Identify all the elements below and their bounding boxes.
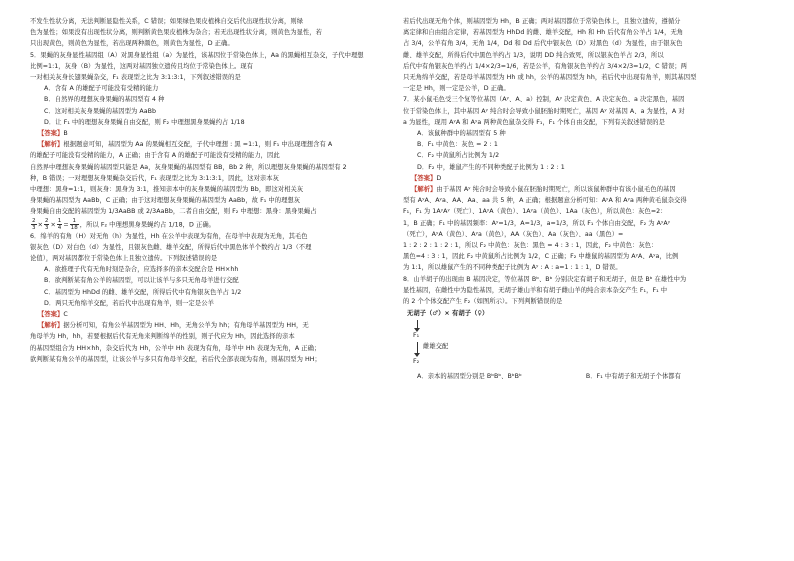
diagram-parents: 无胡子（♂）× 有胡子（♀）	[407, 310, 489, 318]
question-6-stem: 论值），两对基因都位于常染色体上且独立遗传。下列叙述错误的是	[30, 255, 218, 263]
answer-label: 【答案】	[411, 174, 437, 182]
explanation-label: 【解析】	[38, 322, 64, 330]
option-d: D．F₂ 中，雄鼠产生的不同种类配子比例为 1 : 2 : 1	[417, 163, 565, 171]
question-7-stem: 7．某小鼠毛色受三个复等位基因（Aʸ、A、a）控制，Aʸ 决定黄色、A 决定灰色、a 决定黑色，基因	[403, 96, 685, 104]
formula-line: $\frac{2}{3}$ × $\frac{2}{3}$ × $\frac{1}{4}$ = $\frac{1}{18}$ ，所以 F₂ 中理想黑身果蝇约占 1/18，D 正确。	[32, 217, 216, 231]
cross-diagram	[407, 309, 765, 369]
text-line: 只出现黄色，则黄色为显性，若出现两种颜色，则黄色为显性，D 正确。	[30, 40, 234, 48]
option-c: C．这对相关灰身果蝇的基因型为 AaBb	[44, 107, 157, 115]
question-7-stem: 位于常染色体上，其中基因 Aʸ 纯合时会导致小鼠胚胎时期死亡，基因 Aʸ 对基因 A、a 为显性，A 对	[403, 107, 685, 115]
explanation-line: 的雄配子可能没有受精的能力，A 正确；由于含有 A 的雄配子可能没有受精的能力，因此	[30, 152, 280, 160]
text-line: 一定是 Hh，则一定是公羊，D 正确。	[403, 85, 510, 93]
answer-line	[30, 128, 395, 139]
option-row	[403, 371, 765, 382]
question-8-stem: 显性基因，在雌性中为隐性基因，无胡子雄山羊和有胡子雌山羊的纯合亲本杂交产生 F₁，F₁ 中	[403, 286, 668, 294]
text-line: 后代中有角银灰色羊约占 1/4×2/3=1/6，若是公羊，有角银灰色羊约占 3/4×2/3=1/2，C 错误；两	[403, 62, 688, 70]
question-5-stem: 5．果蝇的灰身显性基因组（A）对黑身显性组（a）为显性，该基因位于常染色体上，Aa 的黑蝇相互杂交，子代中理想	[30, 51, 364, 59]
explanation-line: 种，B 错误；一对理想灰身果蝇杂交后代，F₁ 表现型之比为 3:1:3:1，因此，这对亲本灰	[30, 174, 279, 182]
option-c: C．基因型为 HhDd 的雌、雄羊交配，所得后代中有角银灰色羊占 1/2	[44, 288, 242, 296]
left-column	[30, 16, 395, 365]
text-line: 若后代出现无角个体，则基因型为 Hh，B 正确；两对基因都位于常染色体上，且独立遗传，遵循分	[403, 18, 681, 25]
question-8-stem: 的 2 个个体交配产生 F₂（如图所示）。下列判断错误的是	[403, 298, 563, 306]
fraction: $\frac{2}{3}$	[44, 217, 49, 231]
option-a: A．亲本的基因型分别是 BᵇBᵇ、BᵇBᵇ	[417, 373, 522, 381]
explanation-line: （死亡），AʸA（黄色）、Aʸa（黄色），AA（灰色）、Aa（灰色）、aa（黑色）=	[403, 230, 624, 238]
text-line: 雌、雄羊交配，所得后代中黑色羊约占 1/3，说明 DD 纯合致死，所以银灰色羊占 2/3，所以	[403, 51, 664, 59]
explanation-line: 黑色=4 : 3 : 1，因此 F₂ 中黄鼠所占比例为 1/2，C 正确；F₂ 中雄鼠的基因型为 AʸA、Aʸa，比例	[403, 253, 679, 261]
text-line: 不发生性状分离，无法判断显隐性关系，C 错误；如果绿色果皮植株自交后代出现性状分离，则绿	[30, 18, 304, 25]
explanation-line: 为 1:1，所以雄鼠产生的不同种类配子比例为 Aʸ : A : a=1 : 1 : 1，D 错误。	[403, 264, 622, 272]
option-a: A．欲推理子代有无角时刻是杂合，应选择多的亲本交配合是 HH×hh	[44, 266, 239, 274]
answer-line	[30, 309, 395, 320]
option-a: A．含有 A 的雄配子可能没有受精的能力	[44, 85, 159, 93]
option-a: A．该鼠种群中的基因型有 5 种	[417, 130, 506, 138]
explanation-line	[30, 320, 395, 331]
explanation-line: 欲判断某有角公羊的基因型，让该公羊与多只有角母羊交配，若后代全部表现为有角，则基因型为 HH；	[30, 355, 321, 363]
explanation-line: 的基因型组合为 HH×hh，杂交后代为 Hh，公羊中 Hh 表现为有角，母羊中 Hh 表现为无角，A 正确；	[30, 344, 321, 352]
explanation-text: 据分析可知，有角公羊基因型为 HH、Hh，无角公羊为 hh；有角母羊基因型为 HH，无	[63, 322, 309, 330]
explanation-line: 型有 AʸA、Aʸa、AA、Aa、aa 共 5 种，A 正确；根据题意分析可知：AʸA 和 Aʸa 两种黄毛鼠杂交得	[403, 197, 687, 205]
option-c: C．F₂ 中黄鼠所占比例为 1/2	[417, 152, 500, 160]
question-8-stem: 8．山羊胡子的出现由 B 基因决定，等位基因 Bᵇ、Bᵇ 分别决定有胡子和无胡子，但是 Bᵇ 在雄性中为	[403, 275, 687, 283]
explanation-line: 角母羊为 Hh，hh，若要根据后代有无角来判断绵羊的性别，则子代应为 Hh，因此选择的亲本	[30, 333, 295, 341]
explanation-label: 【解析】	[411, 186, 437, 194]
answer-label: 【答案】	[38, 130, 64, 138]
explanation-line	[403, 184, 765, 195]
option-b: B．F₁ 中有胡子和无胡子个体都有	[585, 373, 682, 381]
explanation-line: 身果蝇的基因型为 AaBb，C 正确；由于这对理想灰身果蝇的基因型为 AaBb，故 F₁ 中的理想灰	[30, 197, 301, 205]
option-d: D．两只无角绵羊交配，若后代中出现有角羊，则一定是公羊	[44, 299, 214, 307]
explanation-line	[30, 139, 395, 150]
explanation-text: 由于基因 Aʸ 纯合时会导致小鼠在胚胎时期死亡，所以该鼠种群中有该小鼠毛色的基因	[436, 186, 676, 194]
answer-label: 【答案】	[38, 311, 64, 319]
right-column	[403, 16, 765, 382]
question-6-stem: 6．绵羊的有角（H）对无角（h）为显性，Hh 在公羊中表现为有角，在母羊中表现为无角，其毛色	[30, 232, 308, 240]
option-d: D．让 F₁ 中的理想灰身果蝇自由交配，则 F₂ 中理想黑身果蝇约占 1/18	[44, 118, 245, 126]
question-5-stem: 一对相关灰身长翅果蝇杂交，F₁ 表现型之比为 3:1:3:1，下列叙述错误的是	[30, 74, 241, 82]
answer-value: B	[63, 130, 68, 138]
answer-value: C	[63, 311, 68, 319]
diagram-f2: F₂	[413, 358, 420, 366]
option-b: B．F₁ 中黄色：灰色 = 2 : 1	[417, 141, 498, 149]
explanation-line: 中理想：黑身=1:1，则灰身：黑身为 3:1，推知亲本中的灰身果蝇的基因型为 Bb，即这对相关灰	[30, 186, 304, 194]
fraction: $\frac{2}{3}$	[32, 217, 36, 231]
explanation-line: F₁，F₁ 为 1AʸAʸ（死亡）、1AʸA（黄色）、1Aʸa（黄色）、1Aa（灰色），所以黄色：灰色=2：	[403, 208, 667, 216]
text-line: 只无角绵羊交配，若是母羊基因型为 Hh 或 hh，公羊的基因型为 hh，若后代中出现有角羊，则其基因型	[403, 74, 697, 82]
question-6-stem: 银灰色（D）对白色（d）为显性，且银灰色雌、雄羊交配，所得后代中黑色体羊个数约占 1/3（不理	[30, 243, 312, 251]
question-5-stem: 比例=1:1，灰身（B）为显性，这两对基因独立遗传且均位于常染色体上。现有	[30, 62, 254, 70]
explanation-label: 【解析】	[38, 141, 64, 149]
answer-value: D	[436, 174, 442, 182]
text-line: 离定律和自由组合定律，若基因型为 HhDd 的雌、雄羊交配，Hh 和 Hh 后代有角公羊占 1/4，无角	[403, 29, 684, 37]
option-b: B．自然界的理想灰身果蝇的基因型有 4 种	[44, 96, 165, 104]
fraction: $\frac{1}{4}$	[57, 217, 62, 231]
explanation-text: 根据题意可知，基因型为 Aa 的果蝇相互交配，子代中理想 : 黑 =1:1，则 F₁ 中出现理想含有 A	[63, 141, 333, 149]
option-b: B．欲判断某有角公羊的基因型，可以让该羊与多只无角母羊进行交配	[44, 277, 239, 285]
explanation-line: 身果蝇自由交配的基因型为 1/3AaBB 或 2/3AaBb，二者自由交配，则 F₂ 中理想：黑身：黑身果蝇占	[30, 208, 317, 216]
explanation-line: 自然界中理想灰身果蝇的基因型只能是 Aa，灰身果蝇的基因型有 BB，Bb 2 种，所以理想灰身果蝇的基因型有 2	[30, 163, 347, 171]
diagram-f1: F₁	[413, 332, 420, 340]
explanation-line: 1 : 2 : 2 : 1 : 2 : 1，所以 F₂ 中黄色：灰色：黑色 = 4 : 3 : 1，因此，F₂ 中黄色：灰色：	[403, 242, 658, 250]
explanation-line: 1，B 正确；F₁ 中的基因频率：Aʸ=1/3，A=1/3，a=1/3，所以 F₁ 个体自由交配，F₂ 为 AʸAʸ	[403, 219, 671, 227]
answer-line	[403, 173, 765, 184]
question-7-stem: a 为显性，现用 AʸA 和 Aʸa 两种黄色鼠杂交得 F₁，F₁ 个体自由交配，下列有关叙述错误的是	[403, 118, 665, 126]
fraction: $\frac{1}{18}$	[70, 217, 78, 231]
text-line: 占 3/4，公羊有角 3/4，无角 1/4，Dd 和 Dd 后代中银灰色（D）对黑色（d）为显性，由于银灰色	[403, 40, 683, 48]
text-line: 色为显性；如果没有出现性状分离，则判断黄色果皮植株为杂合；若无出现性状分离，则黄色为显性，若	[30, 29, 322, 37]
diagram-cross-label: 雌雄交配	[423, 343, 449, 351]
